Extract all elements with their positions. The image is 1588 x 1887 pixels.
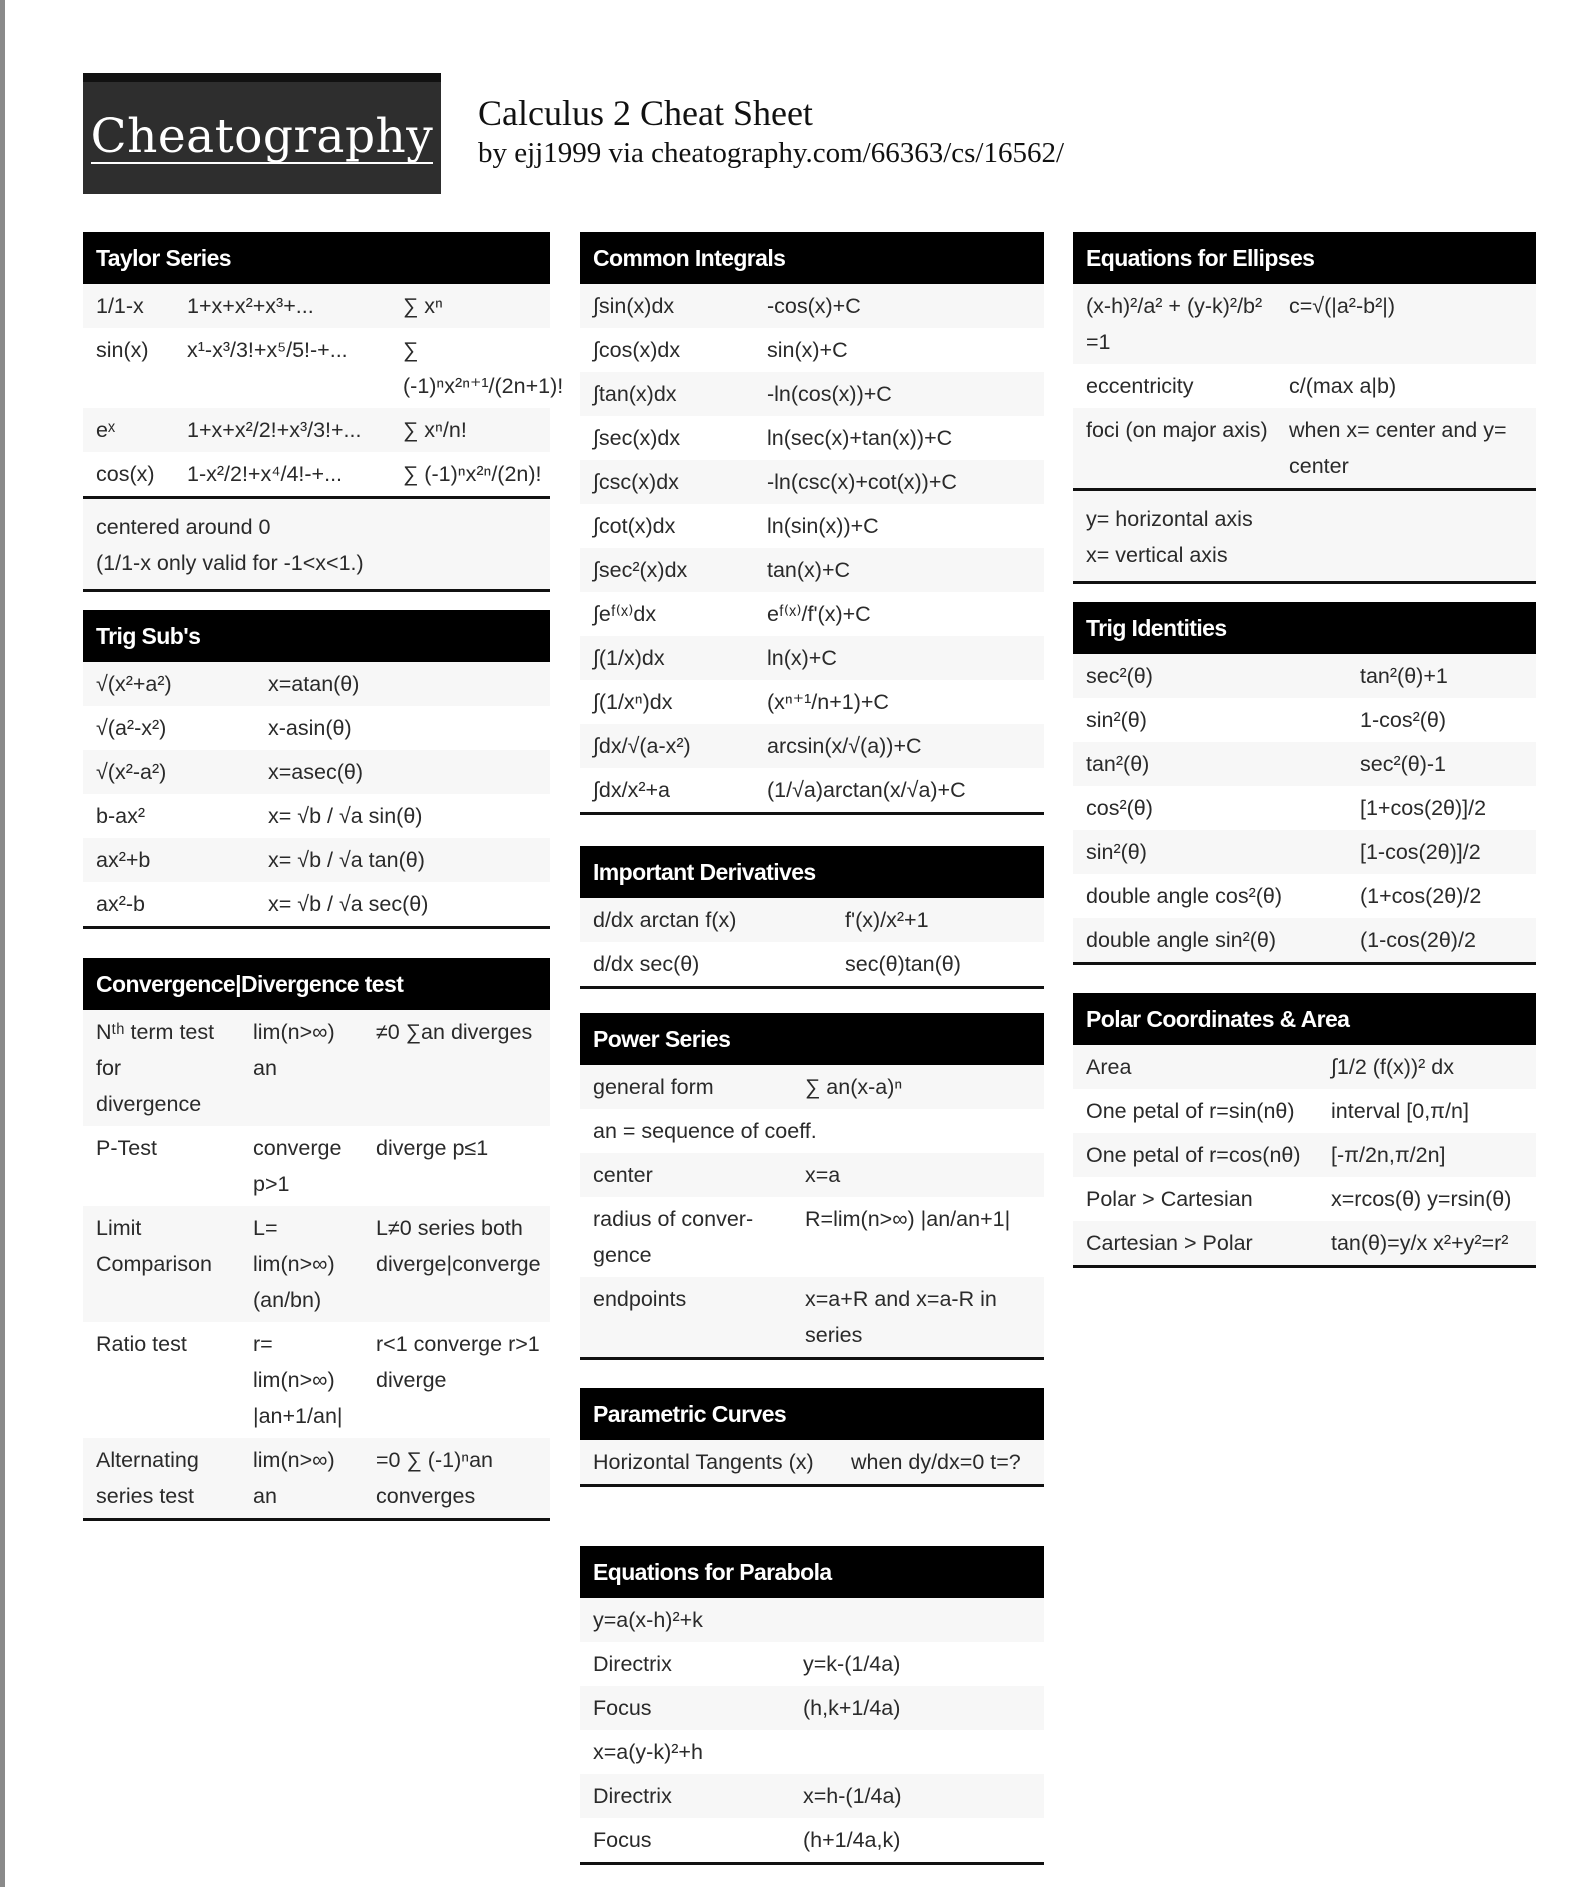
table-row <box>83 1322 550 1438</box>
section-power-series <box>580 1013 1044 1360</box>
table-cell: (1/√a)arctan(x/√a)+C <box>754 768 1044 812</box>
table-row <box>580 372 1044 416</box>
table-row <box>580 1730 1044 1774</box>
table-row <box>83 452 550 496</box>
table-row <box>580 942 1044 986</box>
table-row <box>1073 364 1536 408</box>
table-cell: eˣ <box>83 408 174 452</box>
table-cell: ∫eᶠ⁽ˣ⁾dx <box>580 592 754 636</box>
table-cell: ln(sin(x))+C <box>754 504 1044 548</box>
table-cell: x=atan(θ) <box>255 662 550 706</box>
table-cell: Focus <box>580 1686 790 1730</box>
table-cell: L= lim(n>∞) (an/bn) <box>240 1206 363 1322</box>
section-trig-subs <box>83 610 550 929</box>
table-row <box>580 328 1044 372</box>
table-cell: L≠0 series both diverge|converge <box>363 1206 550 1322</box>
section-parabola-equations <box>580 1546 1044 1865</box>
table-cell: sin²(θ) <box>1073 830 1347 874</box>
table-cell: diverge p≤1 <box>363 1126 550 1206</box>
table-row <box>83 328 550 408</box>
table-cell: double angle sin²(θ) <box>1073 918 1347 962</box>
table-cell: foci (on major axis) <box>1073 408 1276 488</box>
section-title: Parametric Curves <box>580 1388 1044 1440</box>
table-cell: y=a(x-h)²+k <box>580 1598 1044 1642</box>
section-title: Convergence|Divergence test <box>83 958 550 1010</box>
section-parametric-curves <box>580 1388 1044 1487</box>
table-cell: lim(n>∞) an <box>240 1010 363 1126</box>
table-cell: sin²(θ) <box>1073 698 1347 742</box>
table-cell: cos²(θ) <box>1073 786 1347 830</box>
table-row <box>580 592 1044 636</box>
table-cell: x=asec(θ) <box>255 750 550 794</box>
table-row <box>580 898 1044 942</box>
table-cell: r= lim(n>∞) |an+1/an| <box>240 1322 363 1438</box>
table-row <box>1073 786 1536 830</box>
table-cell: ≠0 ∑an diverges <box>363 1010 550 1126</box>
table-row <box>83 794 550 838</box>
table-row <box>580 504 1044 548</box>
section-notes <box>1073 488 1536 581</box>
section-trig-identities <box>1073 602 1536 965</box>
table-cell: ∑ xⁿ <box>390 284 550 328</box>
table-cell: Ratio test <box>83 1322 240 1438</box>
table-cell: ∑ (-1)ⁿx²ⁿ/(2n)! <box>390 452 550 496</box>
table-cell: ∫cos(x)dx <box>580 328 754 372</box>
table-row <box>1073 1221 1536 1265</box>
section-title: Equations for Parabola <box>580 1546 1044 1598</box>
table-row <box>580 1818 1044 1862</box>
table-cell: x=h-(1/4a) <box>790 1774 1044 1818</box>
table-cell: b-ax² <box>83 794 255 838</box>
table-cell: c/(max a|b) <box>1276 364 1536 408</box>
section-table <box>83 662 550 926</box>
table-cell: ∑ an(x-a)ⁿ <box>792 1065 1044 1109</box>
table-row <box>83 1206 550 1322</box>
table-cell: when x= center and y= center <box>1276 408 1536 488</box>
table-row <box>83 1010 550 1126</box>
table-cell: √(x²-a²) <box>83 750 255 794</box>
note-line: centered around 0 <box>96 515 271 539</box>
section-ellipse-equations <box>1073 232 1536 584</box>
section-title: Trig Identities <box>1073 602 1536 654</box>
table-cell: (h+1/4a,k) <box>790 1818 1044 1862</box>
table-cell: Directrix <box>580 1642 790 1686</box>
table-row <box>83 408 550 452</box>
table-cell: tan²(θ) <box>1073 742 1347 786</box>
table-cell: Horizontal Tangents (x) <box>580 1440 838 1484</box>
table-cell: -cos(x)+C <box>754 284 1044 328</box>
table-cell: d/dx sec(θ) <box>580 942 832 986</box>
table-cell: radius of convergence <box>580 1197 792 1277</box>
table-cell: ∫tan(x)dx <box>580 372 754 416</box>
table-row <box>1073 742 1536 786</box>
section-table <box>580 898 1044 986</box>
table-cell: ∫1/2 (f(x))² dx <box>1318 1045 1536 1089</box>
table-row <box>580 548 1044 592</box>
table-cell: ∫cot(x)dx <box>580 504 754 548</box>
table-cell: ∫dx/x²+a <box>580 768 754 812</box>
table-cell: sec(θ)tan(θ) <box>832 942 1044 986</box>
table-row <box>1073 1177 1536 1221</box>
table-cell: ∫sec(x)dx <box>580 416 754 460</box>
table-cell: ∑ xⁿ/n! <box>390 408 550 452</box>
table-row <box>580 1153 1044 1197</box>
section-taylor-series <box>83 232 564 592</box>
table-row <box>83 1126 550 1206</box>
table-row <box>580 1642 1044 1686</box>
table-cell: ax²-b <box>83 882 255 926</box>
table-cell: x=a+R and x=a-R in series <box>792 1277 1044 1357</box>
table-row <box>580 1774 1044 1818</box>
table-cell: lim(n>∞) an <box>240 1438 363 1518</box>
table-cell: (xⁿ⁺¹/n+1)+C <box>754 680 1044 724</box>
table-cell: x= √b / √a sin(θ) <box>255 794 550 838</box>
section-polar-coordinates <box>1073 993 1536 1268</box>
table-cell: ln(x)+C <box>754 636 1044 680</box>
table-cell: sec²(θ)-1 <box>1347 742 1536 786</box>
section-title: Trig Sub's <box>83 610 550 662</box>
table-cell: Nᵗʰ term test for divergence <box>83 1010 240 1126</box>
table-cell: ∫(1/x)dx <box>580 636 754 680</box>
table-row <box>83 838 550 882</box>
section-table <box>580 1440 1044 1484</box>
table-row <box>83 706 550 750</box>
table-row <box>580 1686 1044 1730</box>
table-cell: converge p>1 <box>240 1126 363 1206</box>
table-cell: Cartesian > Polar <box>1073 1221 1318 1265</box>
section-table <box>580 1065 1044 1357</box>
table-cell: x=a <box>792 1153 1044 1197</box>
table-cell: center <box>580 1153 792 1197</box>
table-row <box>580 1065 1044 1109</box>
note-line: y= horizontal axis <box>1086 507 1253 531</box>
table-row <box>1073 284 1536 364</box>
table-cell: d/dx arctan f(x) <box>580 898 832 942</box>
section-title: Polar Coordinates & Area <box>1073 993 1536 1045</box>
table-cell: Limit Comparison <box>83 1206 240 1322</box>
table-cell: when dy/dx=0 t=? <box>838 1440 1044 1484</box>
table-cell: (x-h)²/a² + (y-k)²/b² =1 <box>1073 284 1276 364</box>
section-title: Equations for Ellipses <box>1073 232 1536 284</box>
section-table <box>580 1598 1044 1862</box>
table-row <box>1073 408 1536 488</box>
table-row <box>1073 1045 1536 1089</box>
table-row <box>580 680 1044 724</box>
page-edge <box>0 0 5 1887</box>
table-row <box>1073 1089 1536 1133</box>
table-cell: 1/1-x <box>83 284 174 328</box>
table-cell: One petal of r=cos(nθ) <box>1073 1133 1318 1177</box>
table-cell: Directrix <box>580 1774 790 1818</box>
table-cell: Area <box>1073 1045 1318 1089</box>
table-cell: arcsin(x/√(a))+C <box>754 724 1044 768</box>
section-table <box>83 1010 550 1518</box>
table-cell: (1+cos(2θ)/2 <box>1347 874 1536 918</box>
table-row <box>1073 918 1536 962</box>
note-line: (1/1-x only valid for -1<x<1.) <box>96 551 364 575</box>
section-table <box>1073 1045 1536 1265</box>
table-row <box>83 284 550 328</box>
table-cell: 1+x+x²/2!+x³/3!+... <box>174 408 390 452</box>
section-important-derivatives <box>580 846 1044 989</box>
section-convergence-tests <box>83 958 550 1521</box>
table-cell: sin(x)+C <box>754 328 1044 372</box>
section-table <box>83 284 564 496</box>
table-row <box>580 1109 1044 1153</box>
table-cell: √(x²+a²) <box>83 662 255 706</box>
table-cell: R=lim(n>∞) |an/an+1| <box>792 1197 1044 1277</box>
table-cell: 1-x²/2!+x⁴/4!-+... <box>174 452 390 496</box>
table-cell: f'(x)/x²+1 <box>832 898 1044 942</box>
section-notes <box>83 496 550 589</box>
table-row <box>580 460 1044 504</box>
table-cell: cos(x) <box>83 452 174 496</box>
table-cell: an = sequence of coeff. <box>580 1109 1044 1153</box>
table-row <box>83 750 550 794</box>
table-cell: y=k-(1/4a) <box>790 1642 1044 1686</box>
table-cell: x=a(y-k)²+h <box>580 1730 1044 1774</box>
table-row <box>83 662 550 706</box>
table-cell: eccentricity <box>1073 364 1276 408</box>
table-cell: c=√(|a²-b²|) <box>1276 284 1536 364</box>
table-cell: Polar > Cartesian <box>1073 1177 1318 1221</box>
table-cell: sec²(θ) <box>1073 654 1347 698</box>
table-cell: (h,k+1/4a) <box>790 1686 1044 1730</box>
table-cell: general form <box>580 1065 792 1109</box>
table-cell: P-Test <box>83 1126 240 1206</box>
table-row <box>83 1438 550 1518</box>
table-cell: Alternating series test <box>83 1438 240 1518</box>
section-table <box>1073 654 1536 962</box>
section-common-integrals <box>580 232 1044 815</box>
table-cell: ∫sin(x)dx <box>580 284 754 328</box>
table-cell: x= √b / √a tan(θ) <box>255 838 550 882</box>
byline: by ejj1999 via cheatography.com/66363/cs/16562/ <box>478 137 1065 169</box>
table-cell: ln(sec(x)+tan(x))+C <box>754 416 1044 460</box>
table-cell: Focus <box>580 1818 790 1862</box>
table-cell: x=rcos(θ) y=rsin(θ) <box>1318 1177 1536 1221</box>
page-title: Calculus 2 Cheat Sheet <box>478 93 813 133</box>
table-cell: (1-cos(2θ)/2 <box>1347 918 1536 962</box>
table-cell: eᶠ⁽ˣ⁾/f'(x)+C <box>754 592 1044 636</box>
table-cell: tan²(θ)+1 <box>1347 654 1536 698</box>
table-cell: -ln(csc(x)+cot(x))+C <box>754 460 1044 504</box>
cheatography-logo[interactable] <box>83 73 441 194</box>
table-cell: x= √b / √a sec(θ) <box>255 882 550 926</box>
table-cell: =0 ∑ (-1)ⁿan converges <box>363 1438 550 1518</box>
table-row <box>1073 698 1536 742</box>
table-row <box>1073 654 1536 698</box>
table-cell: x¹-x³/3!+x⁵/5!-+... <box>174 328 390 408</box>
section-title: Taylor Series <box>83 232 550 284</box>
table-cell: -ln(cos(x))+C <box>754 372 1044 416</box>
table-cell: tan(θ)=y/x x²+y²=r² <box>1318 1221 1536 1265</box>
table-row <box>580 1277 1044 1357</box>
table-cell: 1+x+x²+x³+... <box>174 284 390 328</box>
table-cell: endpoints <box>580 1277 792 1357</box>
table-row <box>580 636 1044 680</box>
table-cell: ax²+b <box>83 838 255 882</box>
logo-text: Cheatography <box>90 108 434 164</box>
table-cell: sin(x) <box>83 328 174 408</box>
section-title: Important Derivatives <box>580 846 1044 898</box>
table-row <box>580 1440 1044 1484</box>
table-cell: interval [0,π/n] <box>1318 1089 1536 1133</box>
table-cell: ∫dx/√(a-x²) <box>580 724 754 768</box>
table-cell: 1-cos²(θ) <box>1347 698 1536 742</box>
section-table <box>580 284 1044 812</box>
table-cell: [1-cos(2θ)]/2 <box>1347 830 1536 874</box>
table-cell: ∫sec²(x)dx <box>580 548 754 592</box>
table-cell: ∑ (-1)ⁿx²ⁿ⁺¹/(2n+1)! <box>390 328 550 408</box>
table-row <box>580 1197 1044 1277</box>
table-row <box>83 882 550 926</box>
table-row <box>580 768 1044 812</box>
table-row <box>580 416 1044 460</box>
section-title: Common Integrals <box>580 232 1044 284</box>
table-cell: x-asin(θ) <box>255 706 550 750</box>
note-line: x= vertical axis <box>1086 543 1228 567</box>
table-row <box>580 1598 1044 1642</box>
table-cell: [1+cos(2θ)]/2 <box>1347 786 1536 830</box>
section-title: Power Series <box>580 1013 1044 1065</box>
table-cell: One petal of r=sin(nθ) <box>1073 1089 1318 1133</box>
table-cell: tan(x)+C <box>754 548 1044 592</box>
table-cell: r<1 converge r>1 diverge <box>363 1322 550 1438</box>
table-row <box>1073 1133 1536 1177</box>
table-cell: ∫(1/xⁿ)dx <box>580 680 754 724</box>
table-row <box>1073 830 1536 874</box>
table-row <box>1073 874 1536 918</box>
table-row <box>580 284 1044 328</box>
table-row <box>580 724 1044 768</box>
table-cell: ∫csc(x)dx <box>580 460 754 504</box>
table-cell: [-π/2n,π/2n] <box>1318 1133 1536 1177</box>
table-cell: double angle cos²(θ) <box>1073 874 1347 918</box>
table-cell: √(a²-x²) <box>83 706 255 750</box>
section-table <box>1073 284 1536 488</box>
